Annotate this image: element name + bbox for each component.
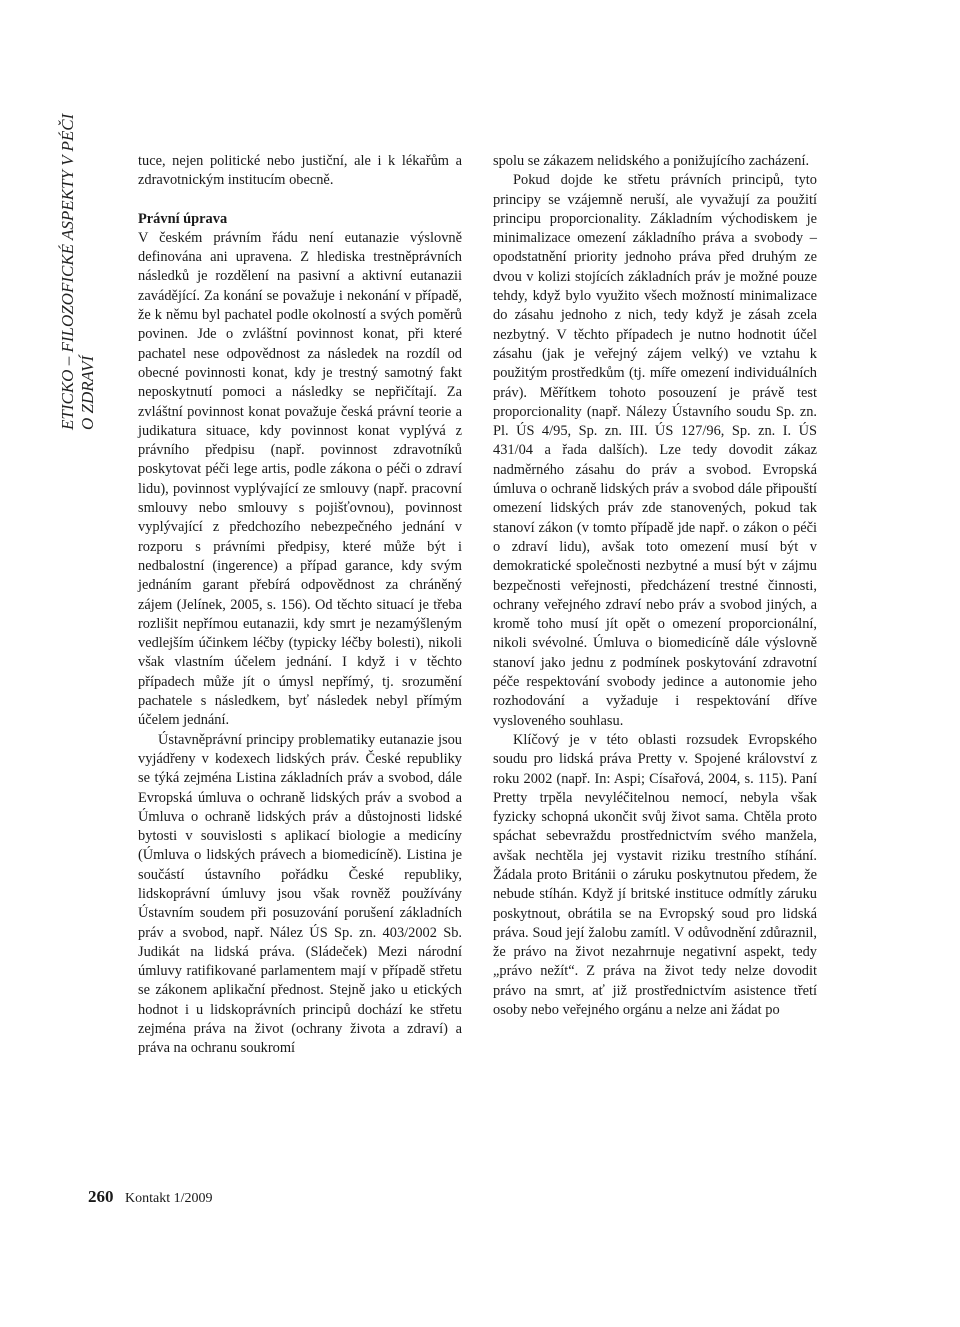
section-heading: Právní úprava [138,210,228,227]
right-paragraph-3: Klíčový je v této oblasti rozsudek Evropského soudu pro lidská práva Pretty v. Spojené království z roku 2002 (např. In: Aspi; Císařová, 2004, s. 115). Paní Pretty trpěla nevyléčitelnou nemocí, nebyla však fyzicky schopná ukončit svůj život sama. Chtěla proto spáchat sebevraždu prostřednictvím svého manžela, avšak nechtěla jej vystavit riziku trestního stíhání. Žádala proto Británii o záruku poskytnutou předem, že nebude stíhán. Když jí britské instituce odmítly záruku poskytnout, obrátila se na Evropský soud pro lidská práva. Soud její žalobu zamítl. V odůvodnění zdůraznil, že právo na život nezahrnuje negativní aspekt, tedy „právo nežít“. Z práva na život tedy nelze dovodit právo na smrt, ať již prostřednictvím asistence třetí osoby nebo veřejného orgánu a nelze ani žádat po [493,731,817,1019]
page-footer [88,1187,213,1207]
right-column [493,152,817,1020]
running-head [58,50,98,430]
journal-citation: Kontakt 1/2009 [125,1191,213,1206]
running-head-line-1: ETICKO – FILOZOFICKÉ ASPEKTY V PÉČI [58,113,77,430]
running-head-line-2: O ZDRAVÍ [78,355,97,430]
right-paragraph-2: Pokud dojde ke střetu právních principů, tyto principy se vzájemně neruší, ale vyvažují za použití principu proporcionality. Základním východiskem je minimalizace omezení základního práva a svobody – opodstatnění priority jednoho práva před druhým ze dvou v kolizi stojících základních práv je možné pouze tehdy, když bylo využito všech možností minimalizace do zásahu jednoho z nich, tedy když je zásah zcela nezbytný. V těchto případech je nutno hodnotit účel zásahu (jak je veřejný zájem velký) ve vztahu k použitým prostředkům (tj. míře omezení individuálních práv). Měřítkem tohoto posouzení je právě test proporcionality (např. Nálezy Ústavního soudu Sp. zn. Pl. ÚS 4/95, Sp. zn. III. ÚS 127/96, Sp. zn. I. ÚS 431/04 a řada dalších). Lze tedy dovodit zákaz nadměrného zásahu do práv a svobod. Evropská úmluva o ochraně lidských práv a svobod dále připouští omezení lidských práv zde stanovených, pokud tak stanoví zákon (v tomto případě jde např. o zákon o péči o zdraví lidu), avšak toto omezení musí být v demokratické společnosti nezbytné a musí být v zájmu bezpečnosti veřejnosti, předcházení trestné činnosti, ochrany veřejného zdraví nebo práv a svobod jiných, a kromě toho musí jít opět o omezení proporcionální, nikoli svévolné. Úmluva o biomedicíně dále výslovně stanoví jako jednu z podmínek poskytování zdravotní péče respektování svobody jedince a autonomie jeho rozhodování a vyžaduje i respektování dříve vysloveného souhlasu. [493,172,817,729]
left-column [138,152,462,1059]
left-paragraph-2: V českém právním řádu není eutanazie výslovně definována ani upravena. Z hlediska trestněprávních následků je rozdělení na pasivní a aktivní eutanazii zavádějící. Za konání se považuje i nekonání v případě, že k němu byl pachatel podle okolností a svých poměrů povinen. Jde o zvláštní povinnost konat, při které pachatel nese odpovědnost za následek na rozdíl od obecné povinnosti konat, kdy je trestný samotný fakt neposkytnutí pomoci a následky se nepřičítají. Za zvláštní povinnost konat považuje česká právní teorie a judikatura situace, kdy povinnost konat vyplývá z právního předpisu (např. povinnost zdravotníků poskytovat péči lege artis, podle zákona o péči o zdraví lidu), povinnost vyplývající ze smlouvy (např. pracovní smlouvy nebo smlouvy s pojišťovnou), povinnost vyplývající z předchozího nebezpečného jednání v rozporu s právními předpisy, které může být i nedbalostní (ingerence) a případ garance, kdy svým jednáním garant přebírá odpovědnost za chráněný zájem (Jelínek, 2005, s. 156). Od těchto situací je třeba rozlišit nepřímou eutanazii, kdy smrt je nezamýšleným vedlejším účinkem léčby (typicky léčby bolesti), nikoli však vlastním účelem jednání. I když i v těchto případech může jít o úmysl nepřímý, tj. srozumění pachatele s následkem, byť následek nebyl přímým účelem jednání. [138,229,462,729]
page-number: 260 [88,1187,114,1206]
right-paragraph-1: spolu se zákazem nelidského a ponižujícího zacházení. [493,153,810,169]
left-paragraph-3: Ústavněprávní principy problematiky eutanazie jsou vyjádřeny v kodexech lidských práv. České republiky se týká zejména Listina základních práv a svobod, dále Evropská úmluva o ochraně lidských práv a svobod a Úmluva o ochraně lidských práv a důstojnosti lidské bytosti v souvislosti s aplikací biologie a medicíny (Úmluva o lidských právech a biomedicíně). Listina je součástí ústavního pořádku České republiky, lidskoprávní úmluvy jsou však rovněž používány Ústavním soudem při posuzování porušení základních práv a svobod, např. Nález ÚS Sp. zn. 403/2002 Sb. Judikát na lidská práva. (Sládeček) Mezi národní úmluvy ratifikované parlamentem mají v případě střetu se zákonem aplikační přednost. Stejně jako u etických hodnot i u lidskoprávních principů dochází ke střetu zejména práva na život (ochrany života a zdraví) a práva na ochranu soukromí [138,731,462,1057]
left-paragraph-1: tuce, nejen politické nebo justiční, ale i k lékařům a zdravotnickým institucím obecně. [138,153,462,189]
